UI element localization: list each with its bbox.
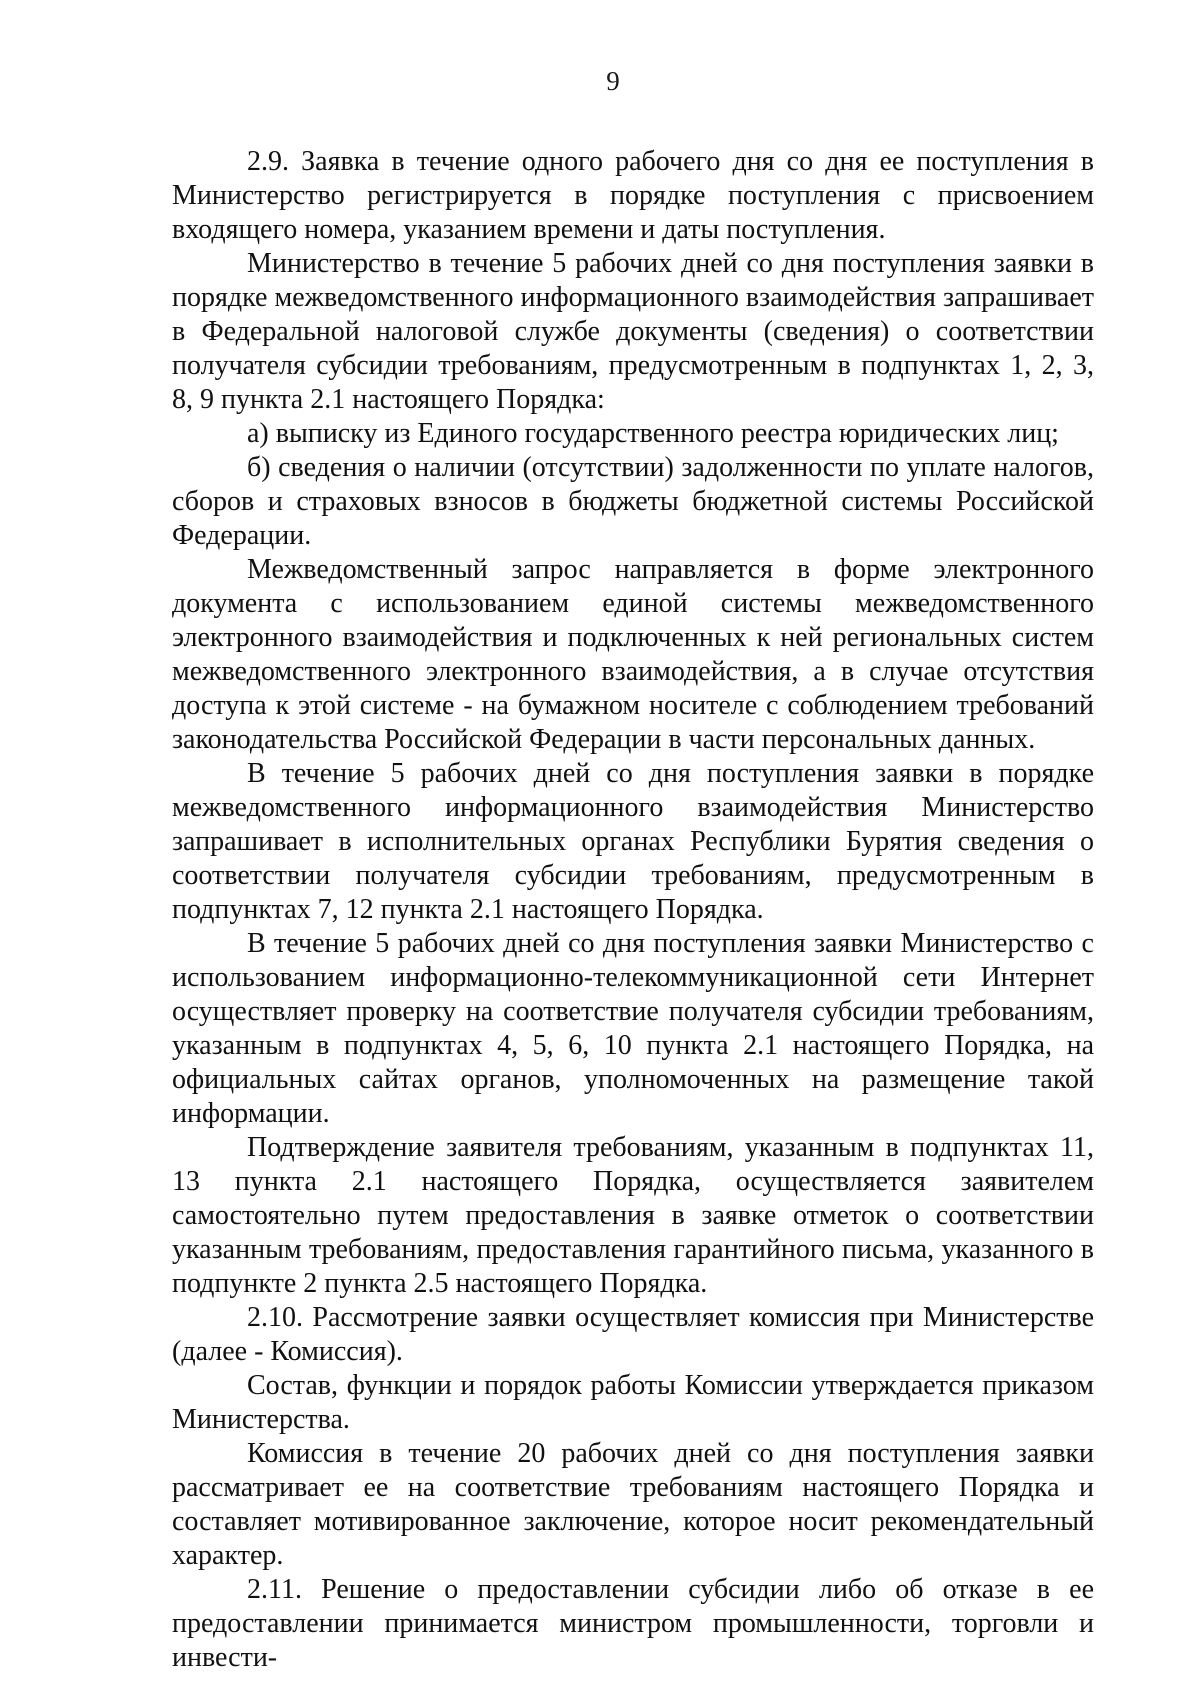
document-body xyxy=(172,145,1094,1675)
paragraph-executive-bodies-request: В течение 5 рабочих дней со дня поступления заявки в порядке межведомственного информационного взаимодействия Министерство запрашивает в исполнительных органах Республики Бурятия сведения о соответствии получателя субсидии требованиям, предусмотренным в подпунктах 7, 12 пункта 2.1 настоящего Порядка. xyxy=(172,758,1094,925)
paragraph-applicant-confirmation: Подтверждение заявителя требованиям, указанным в подпунктах 11, 13 пункта 2.1 настоящего Порядка, осуществляется заявителем самостоятельно путем предоставления в заявке отметок о соответствии указанным требованиям, предоставления гарантийного письма, указанного в подпункте 2 пункта 2.5 настоящего Порядка. xyxy=(172,1132,1094,1299)
paragraph-2-9: 2.9. Заявка в течение одного рабочего дня со дня ее поступления в Министерство регистрируется в порядке поступления с присвоением входящего номера, указанием времени и даты поступления. xyxy=(172,146,1094,245)
paragraph-interagency-request: Межведомственный запрос направляется в форме электронного документа с использованием единой системы межведомственного электронного взаимодействия и подключенных к ней региональных систем межведомственного электронного взаимодействия, а в случае отсутствия доступа к этой системе - на бумажном носителе с соблюдением требований законодательства Российской Федерации в части персональных данных. xyxy=(172,554,1094,755)
paragraph-2-11: 2.11. Решение о предоставлении субсидии либо об отказе в ее предоставлении принимается министром промышленности, торговли и инвести- xyxy=(172,1574,1094,1673)
paragraph-fns-request: Министерство в течение 5 рабочих дней со дня поступления заявки в порядке межведомственного информационного взаимодействия запрашивает в Федеральной налоговой службе документы (сведения) о соответствии получателя субсидии требованиям, предусмотренным в подпунктах 1, 2, 3, 8, 9 пункта 2.1 настоящего Порядка: xyxy=(172,248,1094,415)
paragraph-item-a: а) выписку из Единого государственного реестра юридических лиц; xyxy=(247,418,1059,449)
paragraph-commission-review: Комиссия в течение 20 рабочих дней со дня поступления заявки рассматривает ее на соответствие требованиям настоящего Порядка и составляет мотивированное заключение, которое носит рекомендательный характер. xyxy=(172,1438,1094,1571)
page-number: 9 xyxy=(606,66,620,96)
paragraph-internet-check: В течение 5 рабочих дней со дня поступления заявки Министерство с использованием информационно-телекоммуникационной сети Интернет осуществляет проверку на соответствие получателя субсидии требованиям, указанным в подпунктах 4, 5, 6, 10 пункта 2.1 настоящего Порядка, на официальных сайтах органов, уполномоченных на размещение такой информации. xyxy=(172,928,1094,1129)
paragraph-commission-composition: Состав, функции и порядок работы Комиссии утверждается приказом Министерства. xyxy=(172,1370,1094,1435)
paragraph-2-10: 2.10. Рассмотрение заявки осуществляет комиссия при Министерстве (далее - Комиссия). xyxy=(172,1302,1094,1367)
paragraph-item-b: б) сведения о наличии (отсутствии) задолженности по уплате налогов, сборов и страховых взносов в бюджеты бюджетной системы Российской Федерации. xyxy=(172,452,1094,551)
